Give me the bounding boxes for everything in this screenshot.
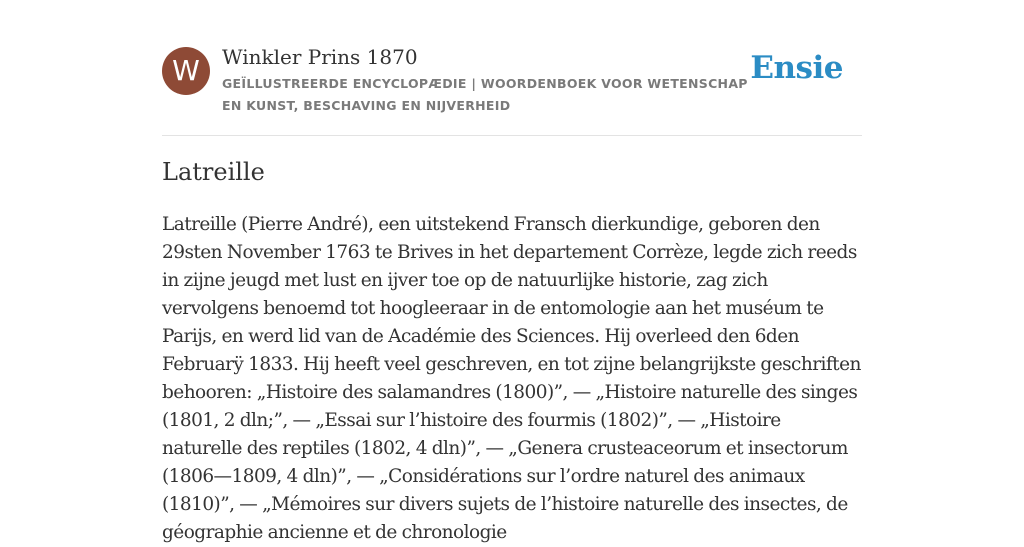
page-container	[162, 0, 862, 543]
entry-title: Latreille	[162, 158, 265, 186]
source-avatar[interactable]: W	[162, 47, 210, 95]
source-title[interactable]: Winkler Prins 1870	[222, 45, 418, 69]
entry-body: Latreille (Pierre André), een uitstekend Fransch dierkundige, geboren den 29sten November 1763 te Brives in het departement Corrèze, legde zich reeds in zijne jeugd met lust en ijver toe op de natuurlijke historie, zag zich vervolgens benoemd tot hoogleeraar in de entomologie aan het muséum te Parijs, en werd lid van de Académie des Sciences. Hij overleed den 6den Februarÿ 1833. Hij heeft veel geschreven, en tot zijne belangrijkste geschriften behooren: „Histoire des salamandres (1800)”, — „Histoire naturelle des singes (1801, 2 dln;”, — „Essai sur l’histoire des fourmis (1802)”, — „Histoire naturelle des reptiles (1802, 4 dln)”, — „Genera crusteaceorum et insectorum (1806—1809, 4 dln)”, — „Considérations sur l’ordre naturel des animaux (1810)”, — „Mémoires sur divers sujets de l’histoire naturelle des insectes, de géographie ancienne et de chronologie	[162, 214, 861, 543]
source-subtitle: GEÏLLUSTREERDE ENCYCLOPÆDIE | WOORDENBOEK VOOR WETENSCHAP EN KUNST, BESCHAVING EN NIJVERHEID	[222, 76, 748, 113]
ensie-logo[interactable]: Ensie	[750, 50, 843, 86]
source-header	[162, 0, 862, 136]
